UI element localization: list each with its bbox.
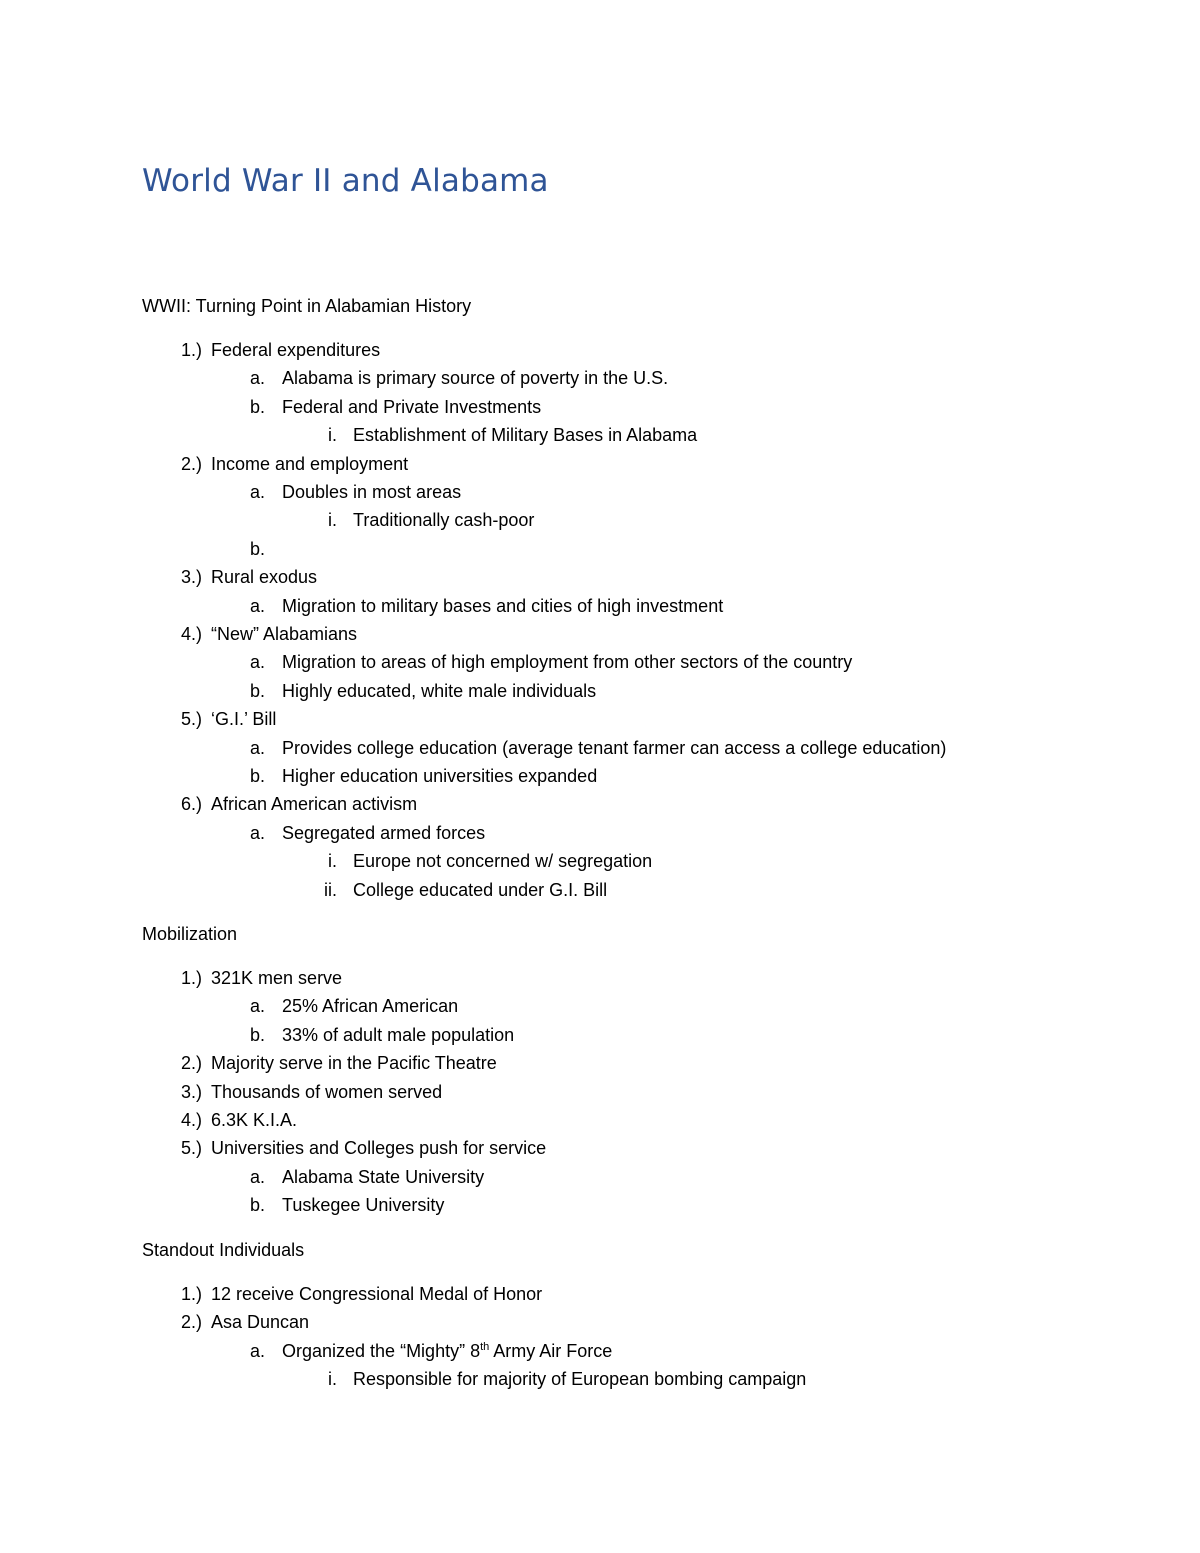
list-item-label: Majority serve in the Pacific Theatre — [211, 1053, 497, 1074]
list-marker: 2.) — [180, 453, 202, 474]
list-item-text — [282, 480, 461, 504]
list-item-label: ‘G.I.’ Bill — [211, 709, 277, 730]
list-item-text — [211, 1310, 309, 1334]
list-item-text — [282, 1193, 444, 1217]
list-item-label: Provides college education (average tenant farmer can access a college education) — [282, 737, 947, 758]
list-marker: i. — [328, 1369, 337, 1390]
list-item-text — [211, 1108, 297, 1132]
list-marker: a. — [249, 368, 265, 389]
list-item-text — [211, 966, 342, 990]
list-item-text — [282, 395, 541, 419]
list-item-text — [282, 1339, 612, 1363]
list-item-text — [282, 764, 597, 788]
list-item-text — [211, 1051, 497, 1075]
list-item-label-continued: Army Air Force — [489, 1340, 613, 1361]
list-marker: 6.) — [180, 794, 202, 815]
list-marker: b. — [249, 766, 265, 786]
list-item-label: Thousands of women served — [211, 1081, 443, 1102]
list-item-label: Responsible for majority of European bombing campaign — [353, 1369, 807, 1390]
list-item-text — [211, 1136, 546, 1160]
list-item-text — [211, 338, 380, 362]
list-marker: b. — [249, 1024, 265, 1045]
list-item-label: Doubles in most areas — [282, 482, 462, 502]
list-item-label: 25% African American — [282, 996, 459, 1017]
list-marker: 2.) — [180, 1053, 202, 1074]
list-marker: a. — [249, 737, 265, 758]
list-marker: a. — [249, 482, 265, 502]
list-item-label: Federal and Private Investments — [282, 396, 542, 417]
list-marker: 3.) — [180, 1081, 202, 1102]
list-item-label: Establishment of Military Bases in Alabama — [353, 425, 698, 446]
list-marker: i. — [328, 425, 337, 446]
list-item-label: “New” Alabamians — [211, 624, 358, 644]
list-marker: i. — [328, 851, 337, 872]
list-marker: a. — [249, 1340, 265, 1361]
list-marker: a. — [249, 652, 265, 673]
list-marker: 1.) — [180, 340, 202, 360]
list-marker: ii. — [324, 879, 337, 900]
list-marker: b. — [249, 538, 265, 559]
list-item-label: Highly educated, white male individuals — [282, 680, 597, 701]
list-item-label: Traditionally cash-poor — [353, 510, 535, 531]
list-item-text — [353, 508, 534, 532]
list-marker: 5.) — [180, 1138, 202, 1159]
list-item-text — [282, 736, 946, 760]
list-marker: a. — [249, 822, 265, 843]
list-item-label: Organized the “Mighty” 8 — [282, 1340, 481, 1361]
list-item-text — [282, 650, 852, 674]
list-item-label: Asa Duncan — [211, 1312, 310, 1333]
list-item-text — [211, 1080, 442, 1104]
list-item-label: College educated under G.I. Bill — [353, 879, 608, 900]
document-title: World War II and Alabama — [142, 163, 549, 199]
list-item-text — [282, 1165, 484, 1189]
list-marker: a. — [249, 595, 265, 616]
superscript-ordinal: th — [480, 1340, 490, 1353]
list-marker: 3.) — [180, 567, 202, 588]
list-item-label: Federal expenditures — [211, 340, 381, 360]
section-heading: Standout Individuals — [142, 1240, 305, 1260]
list-item-label: Rural exodus — [211, 567, 318, 588]
list-item-text — [282, 594, 723, 618]
list-item-label: 6.3K K.I.A. — [211, 1110, 298, 1130]
list-item-text — [211, 792, 417, 816]
list-item-text — [282, 1023, 514, 1047]
list-marker: b. — [249, 1195, 265, 1216]
list-marker: 4.) — [180, 624, 202, 644]
list-item-text — [211, 565, 317, 589]
list-marker: 1.) — [180, 1284, 202, 1304]
list-item-text — [211, 452, 408, 476]
list-marker: 1.) — [180, 968, 202, 988]
list-marker: 4.) — [180, 1110, 202, 1130]
list-item-text — [211, 1282, 542, 1306]
section-heading: Mobilization — [142, 924, 238, 944]
list-item-label: Universities and Colleges push for service — [211, 1138, 547, 1159]
section-heading: WWII: Turning Point in Alabamian History — [142, 296, 472, 316]
list-marker: b. — [249, 396, 265, 417]
list-item-text — [282, 366, 668, 390]
list-item-text — [211, 622, 357, 646]
list-item-label: African American activism — [211, 794, 418, 815]
list-marker: a. — [249, 1166, 265, 1187]
list-item-text — [353, 1367, 806, 1391]
list-marker: 5.) — [180, 709, 202, 730]
list-item-label: Segregated armed forces — [282, 822, 486, 843]
list-item-label: Alabama State University — [282, 1166, 485, 1187]
list-item-text — [211, 707, 276, 731]
list-item-label: 12 receive Congressional Medal of Honor — [211, 1284, 543, 1304]
list-item-label: Alabama is primary source of poverty in the U.S. — [282, 368, 669, 389]
list-marker: 2.) — [180, 1312, 202, 1333]
list-item-label: Higher education universities expanded — [282, 766, 598, 786]
list-item-label: Income and employment — [211, 453, 409, 474]
list-marker: b. — [249, 680, 265, 701]
list-item-label: Migration to areas of high employment from other sectors of the country — [282, 652, 853, 673]
list-item-label: 321K men serve — [211, 968, 343, 988]
list-item-label: Tuskegee University — [282, 1195, 445, 1216]
list-item-label: 33% of adult male population — [282, 1024, 515, 1045]
list-item-label: Migration to military bases and cities of high investment — [282, 595, 724, 616]
list-marker: a. — [249, 996, 265, 1017]
list-item-text — [282, 821, 485, 845]
list-item-text — [282, 679, 596, 703]
list-item-text — [353, 423, 697, 447]
list-item-text — [282, 994, 458, 1018]
list-item-text — [353, 878, 607, 902]
list-item-label: Europe not concerned w/ segregation — [353, 851, 653, 872]
list-item-text — [353, 849, 652, 873]
list-marker: i. — [328, 510, 337, 531]
